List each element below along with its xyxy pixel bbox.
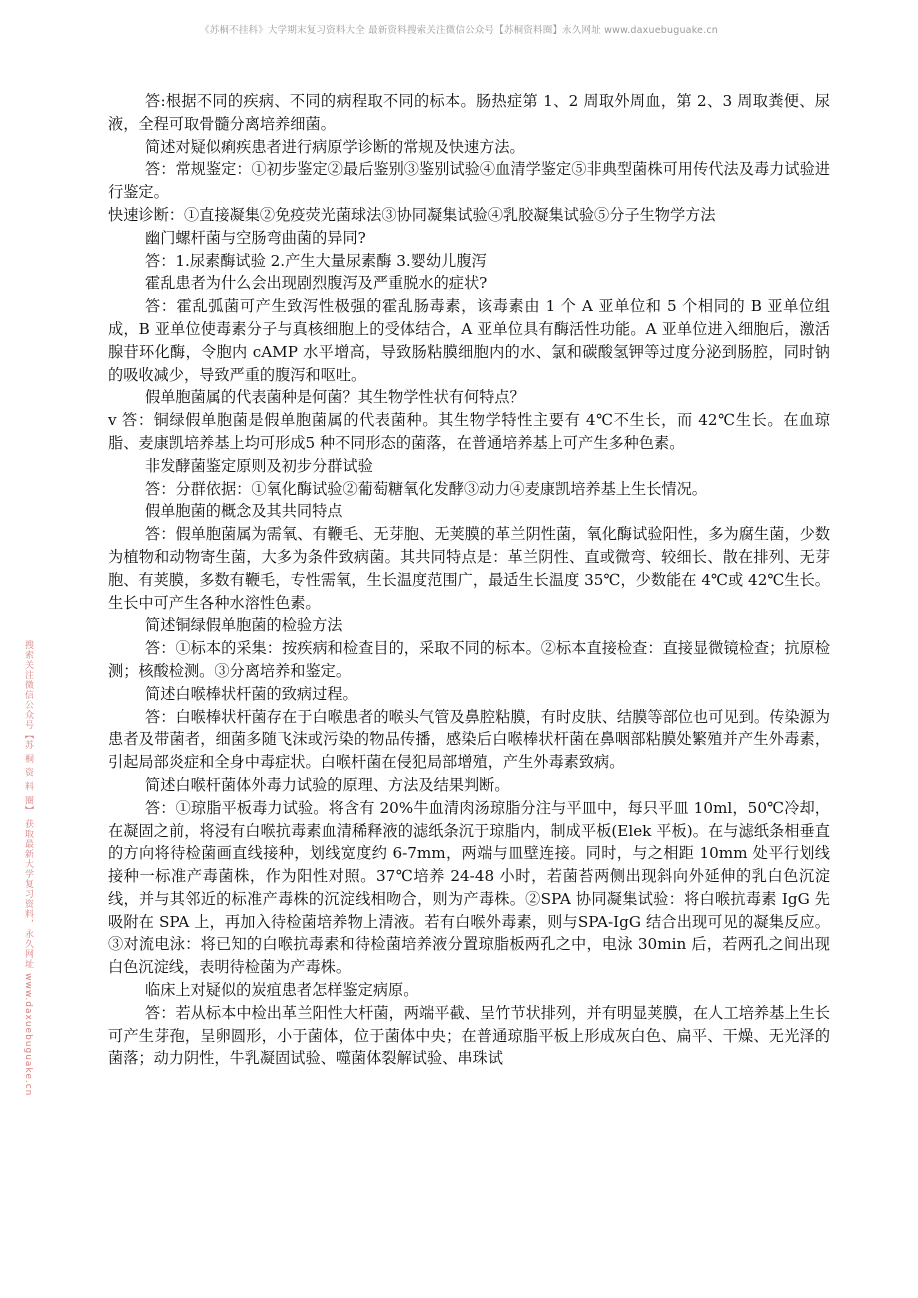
paragraph: 答：1.尿素酶试验 2.产生大量尿素酶 3.婴幼儿腹泻 <box>145 251 487 270</box>
paragraph: 答：①琼脂平板毒力试验。将含有 20%牛血清肉汤琼脂分注与平皿中，每只平皿 10ml，50℃冷却，在凝固之前，将浸有白喉抗毒素血清稀释液的滤纸条沉于琼脂内，制成平板(Elek 平板)。在与滤纸条相垂直的方向将待检菌画直线接种，划线宽度约 6-7mm，两端与皿壁连接。同时，与之相距 10mm 处平行划线接种一标准产毒菌株，作为阳性对照。37℃培养 24-48 小时，若菌苔两侧出现斜向外延伸的乳白色沉淀线，并与其邻近的标准产毒株的沉淀线相吻合，则为产毒株。②SPA 协同凝集试验：将白喉抗毒素 IgG 先吸附在 SPA 上，再加入待检菌培养物上清液。若有白喉外毒素，则与SPA-IgG 结合出现可见的凝集反应。③对流电泳：将已知的白喉抗毒素和待检菌培养液分置琼脂板两孔之中，电泳 30min 后，若两孔之间出现白色沉淀线，表明待检菌为产毒株。 <box>108 798 830 977</box>
paragraph: 答:根据不同的疾病、不同的病程取不同的标本。肠热症第 1、2 周取外周血，第 2、3 周取粪便、尿液，全程可取骨髓分离培养细菌。 <box>108 92 830 133</box>
question-heading: 幽门螺杆菌与空肠弯曲菌的异同? <box>145 228 366 247</box>
side-watermark: 搜索关注微信公众号【苏 桐 资 料 圈】 获取最新大学复习资料，永久网址 www.daxuebuguake.cn <box>23 640 33 1097</box>
question-heading: 简述白喉杆菌体外毒力试验的原理、方法及结果判断。 <box>145 775 510 794</box>
paragraph: 答：①标本的采集：按疾病和检查目的，采取不同的标本。②标本直接检查：直接显微镜检查；抗原检测；核酸检测。③分离培养和鉴定。 <box>108 639 830 680</box>
page-header-watermark: 《苏桐不挂科》大学期末复习资料大全 最新资料搜索关注微信公众号【苏桐资料圈】永久网址 www.daxuebuguake.cn <box>200 25 718 36</box>
question-heading: 霍乱患者为什么会出现剧烈腹泻及严重脱水的症状? <box>145 274 488 293</box>
paragraph: 答：分群依据：①氧化酶试验②葡萄糖氧化发酵③动力④麦康凯培养基上生长情况。 <box>145 479 707 498</box>
paragraph: 答：霍乱弧菌可产生致泻性极强的霍乱肠毒素，该毒素由 1 个 A 亚单位和 5 个相同的 B 亚单位组成，B 亚单位使毒素分子与真核细胞上的受体结合，A 亚单位具有酶活性功能。A 亚单位进入细胞后，激活腺苷环化酶，令胞内 cAMP 水平增高，导致肠粘膜细胞内的水、氯和碳酸氢钾等过度分泌到肠腔，同时钠的吸收减少，导致严重的腹泻和呕吐。 <box>108 297 830 384</box>
paragraph: 答：白喉棒状杆菌存在于白喉患者的喉头气管及鼻腔粘膜，有时皮肤、结膜等部位也可见到。传染源为患者及带菌者，细菌多随飞沫或污染的物品传播，感染后白喉棒状杆菌在鼻咽部粘膜处繁殖并产生外毒素，引起局部炎症和全身中毒症状。白喉杆菌在侵犯局部增殖，产生外毒素致病。 <box>108 707 830 772</box>
question-heading: 简述对疑似痢疾患者进行病原学诊断的常规及快速方法。 <box>145 137 525 156</box>
paragraph: 快速诊断：①直接凝集②免疫荧光菌球法③协同凝集试验④乳胶凝集试验⑤分子生物学方法 <box>108 205 716 224</box>
paragraph: 答：若从标本中检出革兰阳性大杆菌，两端平截、呈竹节状排列，并有明显荚膜，在人工培养基上生长可产生芽孢，呈卵圆形，小于菌体，位于菌体中央；在普通琼脂平板上形成灰白色、扁平、干燥、无光泽的菌落；动力阴性，牛乳凝固试验、噬菌体裂解试验、串珠试 <box>108 1003 830 1068</box>
question-heading: 简述白喉棒状杆菌的致病过程。 <box>145 684 358 703</box>
question-heading: 假单胞菌属的代表菌种是何菌？其生物学性状有何特点？ <box>145 388 525 407</box>
question-heading: 临床上对疑似的炭疽患者怎样鉴定病原。 <box>145 981 419 1000</box>
question-heading: 简述铜绿假单胞菌的检验方法 <box>145 616 343 635</box>
document-body <box>108 90 830 1070</box>
paragraph: 答：假单胞菌属为需氧、有鞭毛、无芽胞、无荚膜的革兰阴性菌，氧化酶试验阳性，多为腐生菌，少数为植物和动物寄生菌，大多为条件致病菌。其共同特点是：革兰阴性、直或微弯、较细长、散在排列、无芽胞、有荚膜，多数有鞭毛，专性需氧，生长温度范围广，最适生长温度 35℃，少数能在 4℃或 42℃生长。生长中可产生各种水溶性色素。 <box>108 525 830 612</box>
question-heading: 假单胞菌的概念及其共同特点 <box>145 502 343 521</box>
paragraph: 答：常规鉴定：①初步鉴定②最后鉴别③鉴别试验④血清学鉴定⑤非典型菌株可用传代法及毒力试验进行鉴定。 <box>108 160 830 202</box>
paragraph: v 答：铜绿假单胞菌是假单胞菌属的代表菌种。其生物学特性主要有 4℃不生长，而 42℃生长。在血琼脂、麦康凯培养基上均可形成5 种不同形态的菌落，在普通培养基上可产生多种色素。 <box>108 411 830 452</box>
question-heading: 非发酵菌鉴定原则及初步分群试验 <box>145 456 373 475</box>
